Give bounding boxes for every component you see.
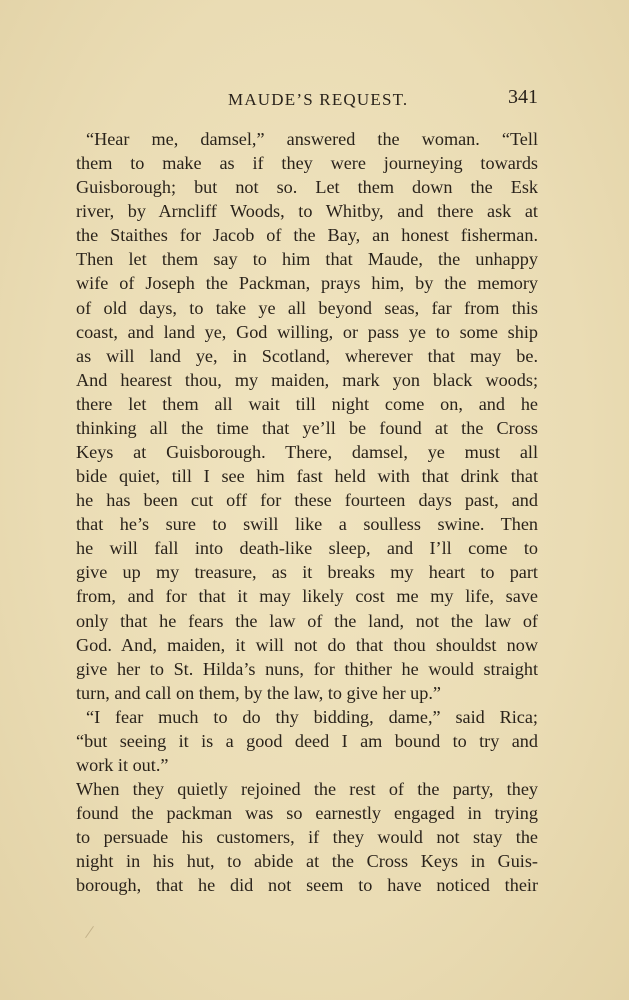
text-line: Then let them say to him that Maude, the unhappy (76, 249, 538, 270)
text-line: “Hear me, damsel,” answered the woman. “Tell (86, 129, 538, 149)
page-number: 341 (508, 86, 538, 108)
text-line: God. And, maiden, it will not do that thou shouldst now (76, 634, 538, 655)
text-line: of old days, to take ye all beyond seas, far from this (76, 297, 538, 318)
text-line: found the packman was so earnestly engaged in trying (76, 803, 538, 824)
text-line: river, by Arncliff Woods, to Whitby, and there ask at (76, 201, 538, 222)
text-line: the Staithes for Jacob of the Bay, an honest fisherman. (76, 225, 538, 246)
text-line: he has been cut off for these fourteen days past, and (76, 490, 538, 511)
text-line: that he’s sure to swill like a soulless swine. Then (76, 514, 538, 535)
text-line: borough, that he did not seem to have noticed their (76, 875, 538, 896)
paper-mark (85, 926, 94, 938)
text-line: night in his hut, to abide at the Cross Keys in Guis- (76, 851, 538, 872)
text-line: he will fall into death-like sleep, and I’ll come to (76, 538, 538, 559)
text-line: When they quietly rejoined the rest of the party, they (76, 779, 538, 800)
text-line: And hearest thou, my maiden, mark yon black woods; (76, 369, 538, 390)
text-line: them to make as if they were journeying towards (76, 153, 538, 174)
text-line: turn, and call on them, by the law, to give her up.” (76, 682, 441, 703)
text-line: “I fear much to do thy bidding, dame,” said Rica; (86, 706, 538, 727)
text-line: thinking all the time that ye’ll be found at the Cross (76, 417, 538, 438)
text-line: bide quiet, till I see him fast held with that drink that (76, 466, 538, 487)
text-line: Keys at Guisborough. There, damsel, ye must all (76, 442, 538, 463)
text-line: only that he fears the law of the land, not the law of (76, 610, 538, 631)
text-line: work it out.” (76, 755, 169, 776)
text-line: from, and for that it may likely cost me my life, save (76, 586, 538, 607)
text-line: coast, and land ye, God willing, or pass ye to some ship (76, 321, 538, 342)
text-line: as will land ye, in Scotland, wherever that may be. (76, 345, 538, 366)
text-line: there let them all wait till night come on, and he (76, 393, 538, 414)
text-line: wife of Joseph the Packman, prays him, by the memory (76, 273, 538, 294)
text-line: give up my treasure, as it breaks my heart to part (76, 562, 538, 583)
body-text (76, 127, 538, 898)
page-header (76, 88, 538, 114)
text-line: to persuade his customers, if they would not stay the (76, 827, 538, 848)
running-head: MAUDE’S REQUEST. (228, 90, 409, 109)
text-line: give her to St. Hilda’s nuns, for thither he would straight (76, 658, 538, 679)
text-line: Guisborough; but not so. Let them down the Esk (76, 177, 538, 198)
text-line: “but seeing it is a good deed I am bound to try and (76, 730, 538, 751)
